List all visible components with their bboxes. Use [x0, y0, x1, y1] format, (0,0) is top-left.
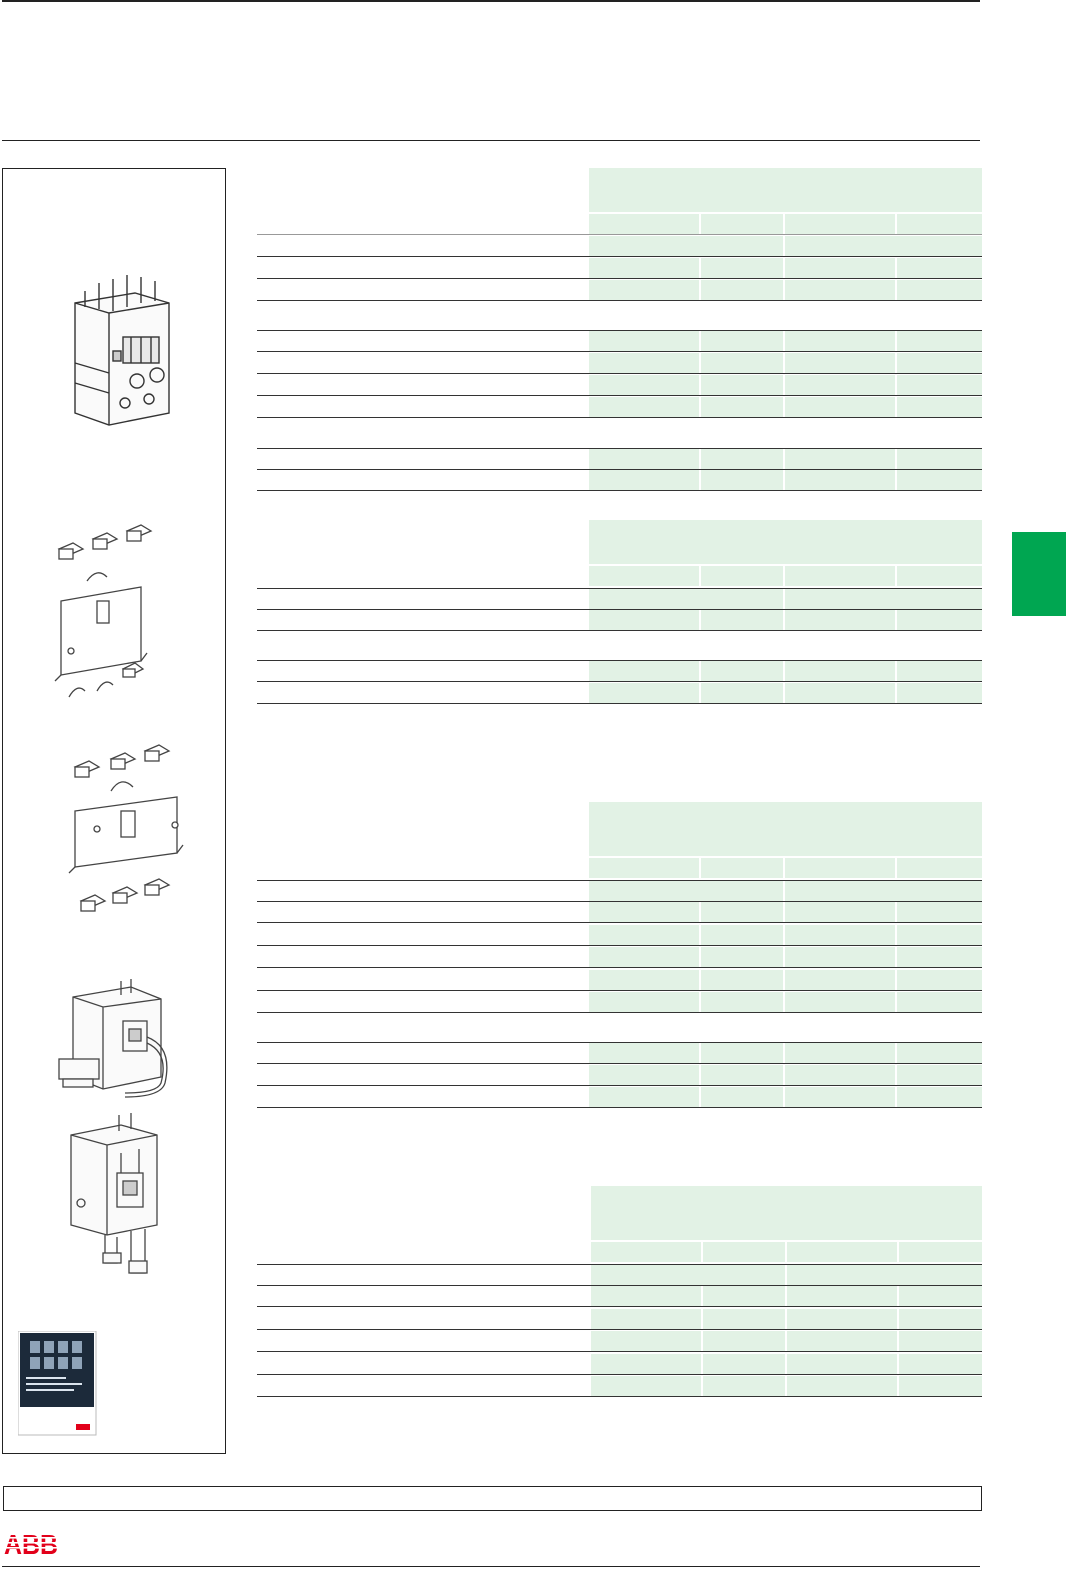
table-cell [785, 610, 895, 630]
table-cell [897, 610, 982, 630]
table-cell [589, 236, 783, 256]
table-cell [589, 1087, 699, 1107]
table-row [257, 1309, 982, 1330]
table-cell [785, 353, 895, 373]
table-cell [701, 566, 783, 586]
table-cell [785, 449, 895, 469]
table-row [257, 610, 982, 631]
table-cell [785, 881, 982, 901]
table-cell [785, 683, 895, 703]
table-cell [785, 1043, 895, 1063]
table-row [257, 236, 982, 257]
table-cell [897, 397, 982, 417]
table-row [257, 947, 982, 968]
footer-rule [2, 1566, 980, 1567]
table-cell [701, 661, 783, 681]
table-cell [785, 331, 895, 351]
table-row [257, 925, 982, 946]
table-header-row [257, 858, 982, 878]
spec-table-2 [257, 520, 982, 708]
table-cell [591, 1265, 785, 1285]
table-cell [589, 375, 699, 395]
table-cell [787, 1309, 897, 1329]
table-cell [589, 331, 699, 351]
spec-table-1 [257, 168, 982, 494]
table-cell [701, 397, 783, 417]
table-cell [787, 1331, 897, 1351]
table-cell [897, 258, 982, 278]
table-cell [787, 1354, 897, 1374]
table-cell [785, 214, 895, 234]
table-row [257, 280, 982, 301]
table-cell [701, 470, 783, 490]
section-tab[interactable] [1012, 532, 1066, 616]
table-cell [591, 1242, 701, 1262]
table-cell [897, 353, 982, 373]
table-cell [785, 947, 895, 967]
table-row [257, 588, 982, 610]
table-cell [785, 375, 895, 395]
table-cell [701, 1065, 783, 1085]
table-cell [589, 280, 699, 300]
table-cell [701, 331, 783, 351]
terminal-kit-icon [65, 741, 193, 929]
table-row [257, 375, 982, 396]
table-cell [899, 1309, 982, 1329]
table-cell [787, 1242, 897, 1262]
table-cell [897, 280, 982, 300]
table-row [257, 448, 982, 470]
table-header-row [257, 214, 982, 235]
table-header-band [589, 520, 982, 564]
catalogue-cover-icon [18, 1331, 98, 1437]
table-cell [897, 566, 982, 586]
table-cell [899, 1286, 982, 1306]
table-row [257, 880, 982, 902]
table-cell [701, 449, 783, 469]
table-cell [703, 1376, 785, 1396]
table-cell [785, 858, 895, 878]
header-rule-bottom [2, 140, 980, 141]
table-cell [897, 331, 982, 351]
spec-table-3 [257, 802, 982, 1114]
table-cell [785, 236, 982, 256]
row-label [257, 236, 585, 256]
table-cell [897, 925, 982, 945]
table-cell [899, 1376, 982, 1396]
header-rule-top [2, 0, 980, 2]
table-cell [589, 683, 699, 703]
table-cell [591, 1331, 701, 1351]
table-cell [589, 449, 699, 469]
table-cell [589, 589, 783, 609]
table-row [257, 1331, 982, 1352]
table-cell [589, 925, 699, 945]
table-cell [589, 470, 699, 490]
table-cell [785, 1087, 895, 1107]
table-cell [701, 925, 783, 945]
table-cell [591, 1286, 701, 1306]
table-header-band [589, 168, 982, 212]
spec-table-4 [257, 1186, 982, 1400]
table-cell [897, 1087, 982, 1107]
table-cell [897, 970, 982, 990]
table-cell [703, 1286, 785, 1306]
table-cell [785, 970, 895, 990]
table-cell [589, 214, 699, 234]
table-cell [899, 1242, 982, 1262]
table-cell [591, 1354, 701, 1374]
table-cell [787, 1376, 897, 1396]
table-cell [701, 258, 783, 278]
table-cell [589, 610, 699, 630]
auxiliary-release-icon [51, 977, 175, 1105]
table-cell [899, 1354, 982, 1374]
table-cell [701, 970, 783, 990]
illustration-panel [2, 168, 226, 1454]
table-row [257, 683, 982, 704]
table-row [257, 470, 982, 491]
table-cell [785, 280, 895, 300]
table-cell [589, 902, 699, 922]
table-cell [589, 858, 699, 878]
table-cell [701, 375, 783, 395]
table-cell [589, 258, 699, 278]
table-cell [785, 661, 895, 681]
table-cell [589, 566, 699, 586]
table-cell [785, 470, 895, 490]
table-cell [785, 258, 895, 278]
table-row [257, 1376, 982, 1397]
table-cell [701, 683, 783, 703]
table-row [257, 1354, 982, 1375]
table-header-row [257, 1242, 982, 1262]
table-cell [897, 858, 982, 878]
table-row [257, 353, 982, 374]
table-cell [897, 902, 982, 922]
table-row [257, 1087, 982, 1108]
table-cell [701, 992, 783, 1012]
table-cell [701, 214, 783, 234]
table-header-row [257, 566, 982, 586]
footer-note-box [3, 1486, 982, 1511]
table-cell [703, 1331, 785, 1351]
table-cell [897, 683, 982, 703]
table-cell [785, 397, 895, 417]
abb-logo [4, 1528, 60, 1558]
table-row [257, 902, 982, 923]
table-cell [589, 1043, 699, 1063]
table-cell [589, 397, 699, 417]
table-cell [787, 1265, 982, 1285]
table-cell [701, 902, 783, 922]
table-cell [897, 661, 982, 681]
table-cell [897, 1065, 982, 1085]
table-row [257, 1065, 982, 1086]
table-row [257, 1042, 982, 1064]
table-cell [785, 925, 895, 945]
table-cell [785, 1065, 895, 1085]
table-cell [785, 902, 895, 922]
table-cell [897, 470, 982, 490]
table-cell [785, 566, 895, 586]
table-cell [897, 214, 982, 234]
table-cell [899, 1331, 982, 1351]
table-cell [703, 1242, 785, 1262]
table-cell [787, 1286, 897, 1306]
table-cell [897, 992, 982, 1012]
table-row [257, 1286, 982, 1307]
table-cell [701, 1087, 783, 1107]
table-cell [897, 449, 982, 469]
table-cell [591, 1309, 701, 1329]
table-cell [785, 589, 982, 609]
table-cell [589, 970, 699, 990]
circuit-breaker-icon [65, 263, 177, 443]
table-cell [701, 858, 783, 878]
table-header-band [589, 802, 982, 856]
table-row [257, 258, 982, 279]
table-cell [589, 1065, 699, 1085]
table-header-band [591, 1186, 982, 1240]
table-row [257, 330, 982, 352]
table-row [257, 1264, 982, 1286]
table-cell [589, 353, 699, 373]
release-coil-icon [61, 1113, 173, 1281]
table-cell [785, 992, 895, 1012]
table-cell [701, 1043, 783, 1063]
table-cell [589, 947, 699, 967]
table-cell [589, 992, 699, 1012]
table-row [257, 660, 982, 682]
table-cell [701, 280, 783, 300]
table-cell [703, 1354, 785, 1374]
table-row [257, 992, 982, 1013]
table-cell [701, 610, 783, 630]
table-cell [591, 1376, 701, 1396]
table-cell [701, 947, 783, 967]
table-cell [897, 947, 982, 967]
table-row [257, 397, 982, 418]
table-cell [897, 1043, 982, 1063]
table-cell [589, 881, 783, 901]
table-cell [703, 1309, 785, 1329]
table-cell [897, 375, 982, 395]
table-row [257, 970, 982, 991]
terminal-kit-icon [51, 521, 167, 707]
table-cell [589, 661, 699, 681]
table-cell [701, 353, 783, 373]
